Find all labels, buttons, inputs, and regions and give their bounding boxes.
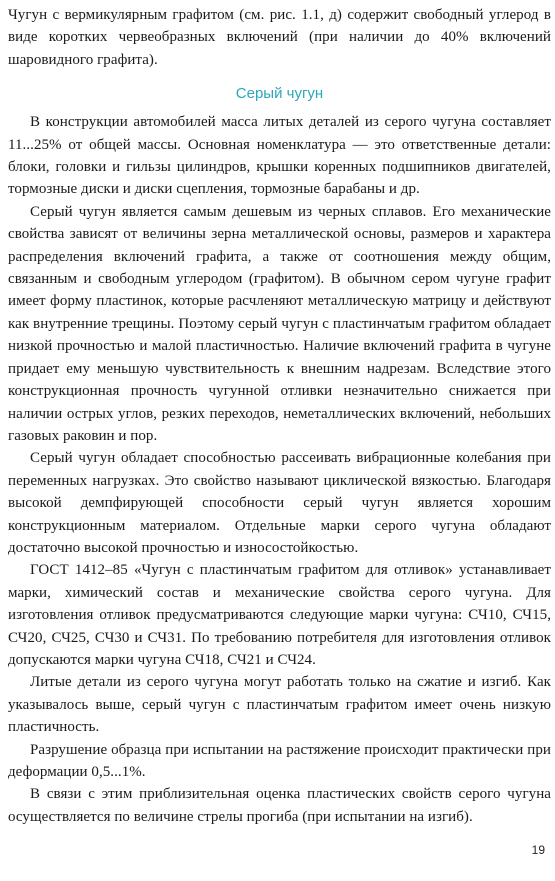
intro-paragraph: Чугун с вермикулярным графитом (см. рис. 1.1, д) содержит свободный углерод в виде коротких червеобразных включений (при наличии до 40% включений шаровидного графита). (8, 7, 551, 68)
paragraph-casting-mass: В конструкции автомобилей масса литых деталей из серого чугуна составляет 11...25% от общей массы. Основная номенклатура — это ответственные детали: блоки, головки и гильзы цилиндров, крышки коренных подшипников двигателей, тормозные диски и диски сцепления, тормозные барабаны и др. (8, 114, 551, 198)
paragraph-damping: Серый чугун обладает способностью рассеивать вибрационные колебания при переменных нагрузках. Это свойство называют циклической вязкостью. Благодаря высокой демпфирующей способности серый чугун является хорошим конструкционным материалом. Отдельные марки серого чугуна обладают достаточно высокой прочностью и износостойкостью. (8, 450, 551, 556)
page-content (8, 4, 551, 828)
paragraph-properties: Серый чугун является самым дешевым из черных сплавов. Его механические свойства зависят от величины зерна металлической основы, размеров и характера распределения включений графита, а также от соотношения между общим, связанным и свободным углеродом (графитом). В обычном сером чугуне графит имеет форму пластинок, которые расчленяют металлическую матрицу и действуют как внутренние трещины. Поэтому серый чугун с пластинчатым графитом обладает низкой прочностью и малой пластичностью. Наличие включений графита в чугуне придает ему меньшую чувствительность к внешним надрезам. Вследствие этого конструкционная прочность чугунной отливки незначительно снижается при наличии острых углов, резких переходов, неметаллических включений, небольших газовых раковин и пор. (8, 203, 551, 444)
paragraph-fracture: Разрушение образца при испытании на растяжение происходит практически при деформации 0,5...1%. (8, 741, 551, 780)
paragraph-gost: ГОСТ 1412–85 «Чугун с пластинчатым графитом для отливок» устанавливает марки, химический состав и механические свойства серого чугуна. Для изготовления отливок предусматриваются следующие марки чугуна: СЧ10, СЧ15, СЧ20, СЧ25, СЧ30 и СЧ31. По требованию потребителя для изготовления отливок допускаются марки чугуна СЧ18, СЧ21 и СЧ24. (8, 562, 551, 668)
page-number: 19 (531, 843, 545, 857)
paragraph-deflection: В связи с этим приблизительная оценка пластических свойств серого чугуна осуществляется по величине стрелы прогиба (при испытании на изгиб). (8, 786, 551, 825)
paragraph-compression-bending: Литые детали из серого чугуна могут работать только на сжатие и изгиб. Как указывалось выше, серый чугун с пластинчатым графитом имеет очень низкую пластичность. (8, 674, 551, 736)
section-heading: Серый чугун (235, 85, 324, 103)
